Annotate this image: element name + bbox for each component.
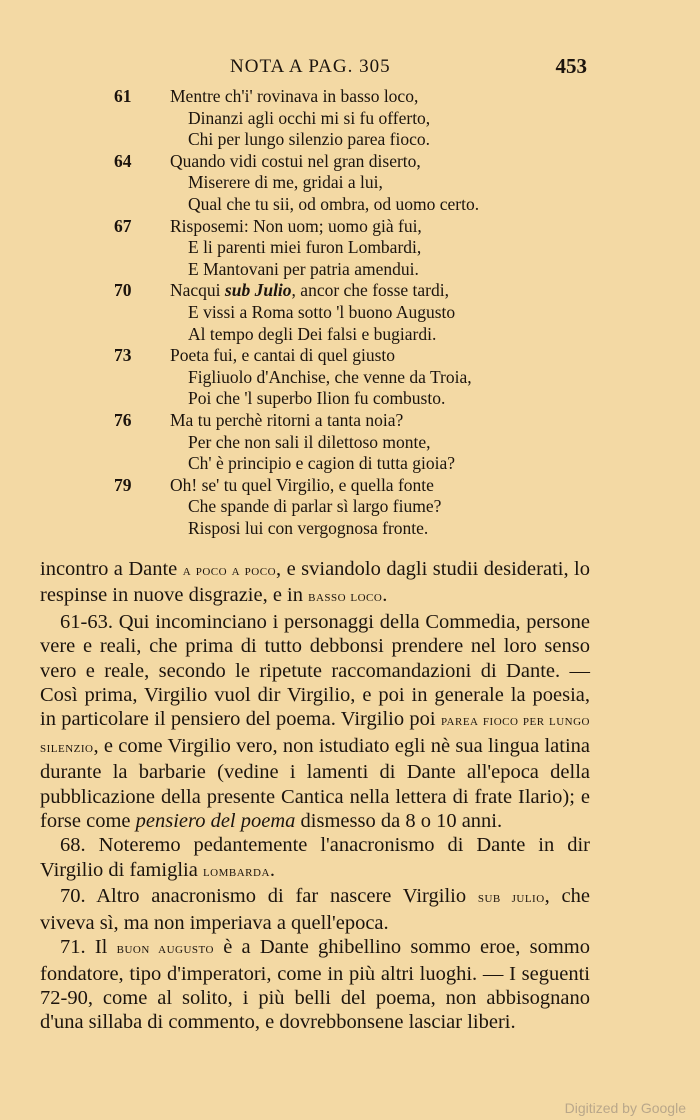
quoted-phrase: lombarda [202,863,270,880]
verse-text: Quando vidi costui nel gran diserto, [170,150,421,171]
verse-line [114,432,554,454]
verse-line [114,518,554,540]
quoted-phrase: sub julio [477,890,545,907]
verse-text: Per che non sali il dilettoso monte, [188,431,431,452]
verse-text: Risposi lui con vergognosa fronte. [188,517,429,538]
verse-text: Che spande di parlar sì largo fiume? [188,496,442,517]
verse-number: 70 [114,280,132,301]
verse-number: 64 [114,150,132,171]
header-title: NOTA A PAG. 305 [230,56,391,77]
text-run: , e sviandolo dagli studii desiderati, lo respinse in nuove disgrazie, e in [40,558,590,607]
verse-line [114,129,554,151]
emphasis-phrase: pensiero del poema [135,810,296,833]
text-run: 68. Noteremo pedantemente l'anacronismo di Dante in dir Virgilio di famiglia [40,834,590,881]
text-run: , che viveva sì, ma non imperiava a quell'epoca. [40,885,590,934]
verse-line [114,259,554,281]
verse-line [114,216,554,238]
verse-line [114,324,554,346]
verse-line [114,280,554,302]
verse-number: 76 [114,409,132,430]
verse-text: E li parenti miei furon Lombardi, [188,237,422,258]
quoted-phrase: buon augusto [116,941,214,958]
commentary-paragraph [40,557,590,610]
verse-line [114,496,554,518]
commentary-paragraph [40,833,590,884]
commentary-paragraph [40,935,590,1035]
verse-line [114,151,554,173]
text-run: 61-63. Qui incominciano i personaggi della Commedia, persone vere e reali, che prima di tutto debbonsi prendere nel loro senso vero e reale, secondo le ripetute raccomandazioni di Dante. — Così prima, Virgilio vuol dir Virgilio, e poi in generale la poesia, in particolare il pensiero del poema. Virgilio poi [40,610,590,731]
verse-number: 73 [114,345,132,366]
verse-line [114,410,554,432]
commentary-text [40,557,590,1035]
text-run: dismesso da 8 o 10 anni. [295,810,503,833]
text-run: . [269,858,276,881]
verse-line [114,475,554,497]
verse-number: 61 [114,86,132,106]
running-header [0,56,700,80]
text-run: è a Dante ghibellino sommo eroe, sommo fondatore, tipo d'imperatori, come in più altri luoghi. — I seguenti 72-90, come al solito, i più belli del poema, non abbisognano d'una sillaba di commento, e dovrebbonsene lasciar liberi. [40,936,590,1034]
page-number: 453 [555,54,587,78]
verse-text: Figliuolo d'Anchise, che venne da Troia, [188,366,472,387]
verse-text: E Mantovani per patria amendui. [188,258,419,279]
verse-line [114,237,554,259]
commentary-paragraph [40,884,590,935]
text-run: , e come Virgilio vero, non istudiato egli nè sua lingua latina durante la barbarie (vedine i lamenti di Dante all'epoca della pubblicazione della presente Cantica nella lettera di frate Ilario); e forse come [40,734,590,833]
verse-line [114,345,554,367]
verse-text: Risposemi: Non uom; uomo già fui, [170,215,422,236]
quoted-phrase: parea fioco per lungo silenzio [40,713,590,756]
verse-text: Ma tu perchè ritorni a tanta noia? [170,409,404,430]
digitization-watermark: Digitized by Google [564,1100,686,1116]
quoted-phrase: basso loco [308,589,383,606]
verse-text: Poi che 'l superbo Ilion fu combusto. [188,388,446,409]
verse-line [114,453,554,475]
verse-text: Ch' è principio e cagion di tutta gioia? [188,453,456,474]
verse-text: Miserere di me, gridai a lui, [188,172,383,193]
verse-text: Qual che tu sii, od ombra, od uomo certo. [188,193,480,214]
commentary-paragraph [40,610,590,834]
verse-line [114,388,554,410]
verse-text: Al tempo degli Dei falsi e bugiardi. [188,323,437,344]
verse-block [114,86,554,539]
verse-text: E vissi a Roma sotto 'l buono Augusto [188,301,456,322]
text-run: incontro a Dante [40,558,183,580]
verse-text: Nacqui sub Julio, ancor che fosse tardi, [170,280,449,301]
verse-line [114,194,554,216]
text-run: 71. Il [60,936,117,959]
verse-number: 67 [114,215,132,236]
verse-text: Dinanzi agli occhi mi si fu offerto, [188,107,431,128]
text-run: . [382,584,388,607]
verse-line [114,302,554,324]
verse-number: 79 [114,474,132,495]
verse-text: Oh! se' tu quel Virgilio, e quella fonte [170,474,434,495]
verse-text: Mentre ch'i' rovinava in basso loco, [170,86,419,106]
text-run: 70. Altro anacronismo di far nascere Virgilio [60,885,478,908]
quoted-phrase: a poco a poco [182,563,277,579]
verse-line [114,86,554,108]
verse-text: Poeta fui, e cantai di quel giusto [170,345,396,366]
verse-line [114,172,554,194]
verse-line [114,108,554,130]
verse-line [114,367,554,389]
verse-text: Chi per lungo silenzio parea fioco. [188,129,431,150]
